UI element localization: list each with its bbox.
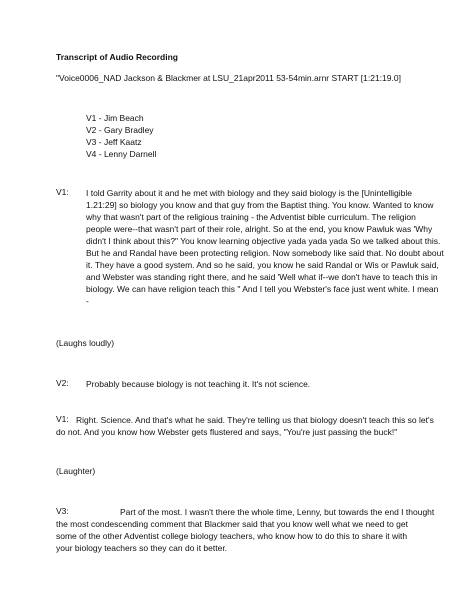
transcript-line: people were--that wasn't part of their role, alright. So at the end, you know Pawluk was 'Why bbox=[86, 224, 433, 234]
transcript-paragraph bbox=[86, 378, 310, 390]
speaker-label: V2: bbox=[56, 378, 69, 388]
transcript-line: I told Garrity about it and he met with biology and they said biology is the [Unintelligible bbox=[86, 188, 413, 198]
transcript-line: some of the other Adventist college biology teachers, who know how to do this to share it with bbox=[56, 531, 408, 541]
speaker-label: V1: bbox=[56, 414, 69, 424]
transcript-paragraph bbox=[76, 414, 434, 426]
transcript-line: it. They have a good system. And so he said, you know he said Randal or Wis or Pawluk said, bbox=[86, 260, 439, 270]
transcript-line: 1.21:29] so biology you know and that guy from the Baptist thing. You know. Wanted to know bbox=[86, 200, 434, 210]
transcript-note: (Laughter) bbox=[56, 466, 96, 476]
transcript-line: and Webster was standing right there, and he said 'Well what if--we don't have to teach this in bbox=[86, 272, 438, 282]
document-title: Transcript of Audio Recording bbox=[56, 52, 178, 62]
transcript-line: do not. And you know how Webster gets flustered and says, "You're just passing the buck!" bbox=[56, 427, 398, 437]
transcript-line: But he and Randal have been protecting religion. Now somebody like said that. No doubt about bbox=[86, 248, 444, 258]
transcript-line: Right. Science. And that's what he said. They're telling us that biology doesn't teach this so let's bbox=[76, 415, 434, 425]
transcript-line: - bbox=[86, 296, 89, 306]
transcript-line: why that wasn't part of the religious training - the Adventist bible curriculum. The religion bbox=[86, 212, 416, 222]
speaker-item: V3 - Jeff Kaatz bbox=[86, 137, 142, 147]
transcript-note: (Laughs loudly) bbox=[56, 338, 115, 348]
transcript-paragraph bbox=[120, 506, 434, 518]
recording-identifier: "Voice0006_NAD Jackson & Blackmer at LSU_21apr2011 53-54min.arnr START [1:21:19.0] bbox=[56, 73, 401, 83]
transcript-line: didn't I think about this?" You know learning objective yada yada yada So we talked about this. bbox=[86, 236, 441, 246]
transcript-line: Part of the most. I wasn't there the whole time, Lenny, but towards the end I thought bbox=[120, 507, 435, 517]
transcript-paragraph bbox=[86, 187, 444, 307]
transcript-paragraph-continued bbox=[56, 518, 408, 554]
speaker-list bbox=[86, 112, 156, 160]
transcript-paragraph-continued bbox=[56, 426, 397, 438]
speaker-item: V4 - Lenny Darnell bbox=[86, 149, 157, 159]
speaker-item: V1 - Jim Beach bbox=[86, 113, 144, 123]
transcript-line: the most condescending comment that Blackmer said that you know well what we need to get bbox=[56, 519, 408, 529]
speaker-label: V1: bbox=[56, 187, 69, 197]
speaker-label: V3: bbox=[56, 506, 69, 516]
speaker-item: V2 - Gary Bradley bbox=[86, 125, 154, 135]
transcript-line: biology. We can have religion teach this " And I tell you Webster's face just went white. I mean bbox=[86, 284, 439, 294]
transcript-line: your biology teachers so they can do it better. bbox=[56, 543, 228, 553]
transcript-line: Probably because biology is not teaching it. It's not science. bbox=[86, 379, 311, 389]
